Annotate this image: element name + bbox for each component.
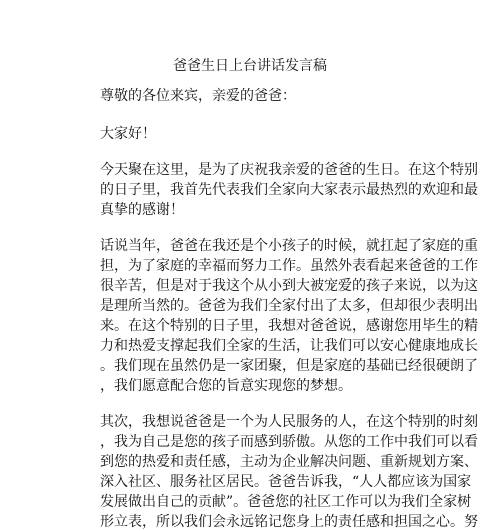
paragraph-2-line-7: 。我们现在虽然仍是一家团聚，但是家庭的基础已经很硬朗了 (100, 358, 478, 374)
paragraph-1-line-3: 真挚的感谢！ (100, 202, 184, 218)
paragraph-2-line-3: 很辛苦，但是对于我这个从小到大被宠爱的孩子来说，以为这 (100, 278, 478, 294)
paragraph-2-line-2: 担，为了家庭的幸福而努力工作。虽然外表看起来爸爸的工作 (100, 258, 478, 274)
salutation: 尊敬的各位来宾，亲爱的爸爸： (100, 88, 296, 104)
paragraph-2-line-5: 来。在这个特别的日子里，我想对爸爸说，感谢您用毕生的精 (100, 318, 478, 334)
paragraph-2-line-4: 是理所当然的。爸爸为我们全家付出了太多，但却很少表明出 (100, 298, 478, 314)
paragraph-3-line-6: 形立表，所以我们会永远铭记您身上的责任感和担国之心。努 (100, 514, 478, 530)
document-title: 爸爸生日上台讲话发言稿 (173, 58, 327, 74)
paragraph-3-line-5: 发展做出自己的贡献”。爸爸您的社区工作可以为我们全家树 (100, 494, 472, 510)
paragraph-1-line-1: 今天聚在这里，是为了庆祝我亲爱的爸爸的生日。在这个特别 (100, 162, 478, 178)
paragraph-3-line-2: ，我为自己是您的孩子而感到骄傲。从您的工作中我们可以看 (100, 434, 478, 450)
greeting: 大家好！ (100, 126, 156, 142)
paragraph-3-line-3: 到您的热爱和责任感，主动为企业解决问题、重新规划方案、 (100, 454, 478, 470)
paragraph-1-line-2: 的日子里，我首先代表我们全家向大家表示最热烈的欢迎和最 (100, 182, 478, 198)
paragraph-3-line-1: 其次，我想说爸爸是一个为人民服务的人，在这个特别的时刻 (100, 414, 478, 430)
paragraph-3-line-4: 深入社区、服务社区居民。爸爸告诉我，“人人都应该为国家 (100, 474, 472, 490)
paragraph-2-line-1: 话说当年，爸爸在我还是个小孩子的时候，就扛起了家庭的重 (100, 238, 478, 254)
paragraph-2-line-6: 力和热爱支撑起我们全家的生活，让我们可以安心健康地成长 (100, 338, 478, 354)
paragraph-2-line-8: ，我们愿意配合您的旨意实现您的梦想。 (100, 378, 352, 394)
